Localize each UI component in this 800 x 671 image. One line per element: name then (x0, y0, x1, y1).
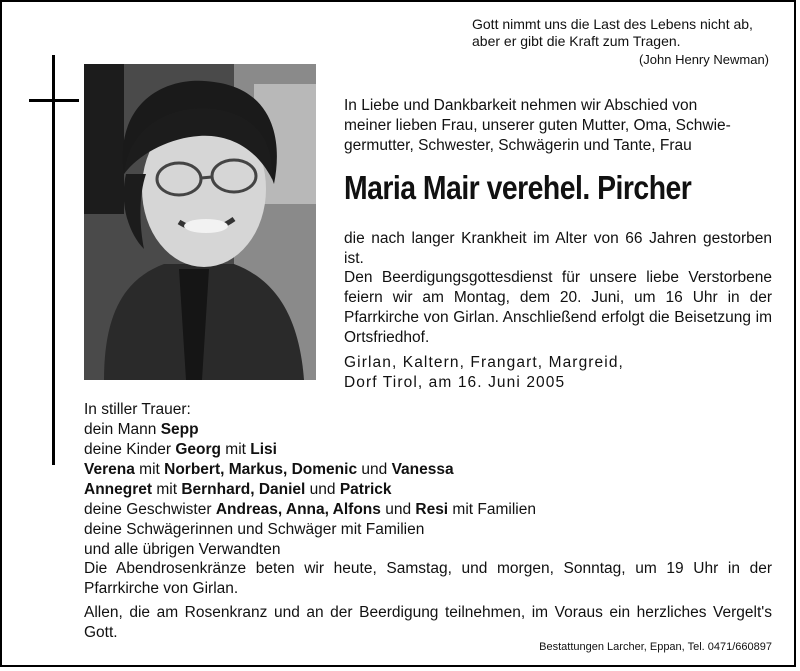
place-line-2: Dorf Tirol, am 16. Juni 2005 (344, 374, 566, 391)
name-bold: Andreas, Anna, Alfons (215, 501, 381, 518)
name-bold: Georg (175, 441, 221, 458)
mourner-child-2 (84, 460, 784, 480)
text: und (305, 481, 340, 498)
text: mit (134, 461, 165, 478)
portrait-image (84, 64, 316, 380)
text: deine Geschwister (84, 501, 216, 518)
mourner-child-1 (84, 440, 784, 460)
deceased-name: Maria Mair verehel. Pircher (344, 169, 692, 206)
name-bold: Vanessa (391, 461, 454, 478)
portrait-photo (84, 64, 316, 380)
mourner-husband (84, 420, 784, 440)
quote-author: (John Henry Newman) (638, 52, 769, 67)
epigraph-quote (472, 16, 772, 50)
thanks-note: Allen, die am Rosenkranz und an der Beerdigung teilnehmen, im Voraus ein herzliches Vergelt's Gott. (84, 604, 772, 641)
mourner-relatives: und alle übrigen Verwandten (84, 541, 281, 558)
name-bold: Bernhard, Daniel (181, 481, 306, 498)
name-bold: Lisi (250, 441, 277, 458)
quote-line-2: aber er gibt die Kraft zum Tragen. (472, 33, 681, 49)
text: dein Mann (84, 421, 161, 438)
name-bold: Norbert, Markus, Domenic (164, 461, 358, 478)
death-note: die nach langer Krankheit im Alter von 66 Jahren gestorben ist. (344, 230, 772, 267)
text: deine Kinder (84, 441, 176, 458)
rosary-note: Die Abendrosenkränze beten wir heute, Samstag, und morgen, Sonntag, um 19 Uhr in der Pfarrkirche von Girlan. (84, 560, 772, 597)
name-bold: Verena (84, 461, 135, 478)
intro-line-3: germutter, Schwester, Schwägerin und Tante, Frau (344, 137, 692, 154)
mourner-siblings (84, 500, 784, 520)
place-line-1: Girlan, Kaltern, Frangart, Margreid, (344, 354, 624, 371)
text: mit (221, 441, 251, 458)
mourners-list (84, 400, 784, 560)
quote-line-1: Gott nimmt uns die Last des Lebens nicht ab, (472, 16, 753, 32)
funeral-home-footer: Bestattungen Larcher, Eppan, Tel. 0471/660897 (539, 641, 772, 653)
text: mit Familien (448, 501, 536, 518)
intro-line-1: In Liebe und Dankbarkeit nehmen wir Abschied von (344, 97, 698, 114)
place-and-date (344, 353, 772, 393)
name-bold: Sepp (160, 421, 199, 438)
intro-line-2: meiner lieben Frau, unserer guten Mutter, Oma, Schwie- (344, 117, 731, 134)
mourners-heading: In stiller Trauer: (84, 401, 191, 418)
name-bold: Resi (415, 501, 449, 518)
funeral-details: Den Beerdigungsgottesdienst für unsere liebe Verstorbene feiern wir am Montag, dem 20. Juni, um 16 Uhr in der Pfarrkirche von Girlan. Anschließend erfolgt die Beisetzung im Ortsfriedhof. (344, 269, 772, 346)
text: mit (152, 481, 182, 498)
cross-icon-bar (29, 99, 79, 102)
text: und (357, 461, 392, 478)
name-bold: Patrick (339, 481, 392, 498)
intro-text (344, 96, 772, 156)
name-bold: Annegret (84, 481, 153, 498)
mourner-in-laws: deine Schwägerinnen und Schwäger mit Familien (84, 521, 425, 538)
cross-icon (52, 55, 55, 465)
text: und (380, 501, 416, 518)
mourner-child-3 (84, 480, 784, 500)
